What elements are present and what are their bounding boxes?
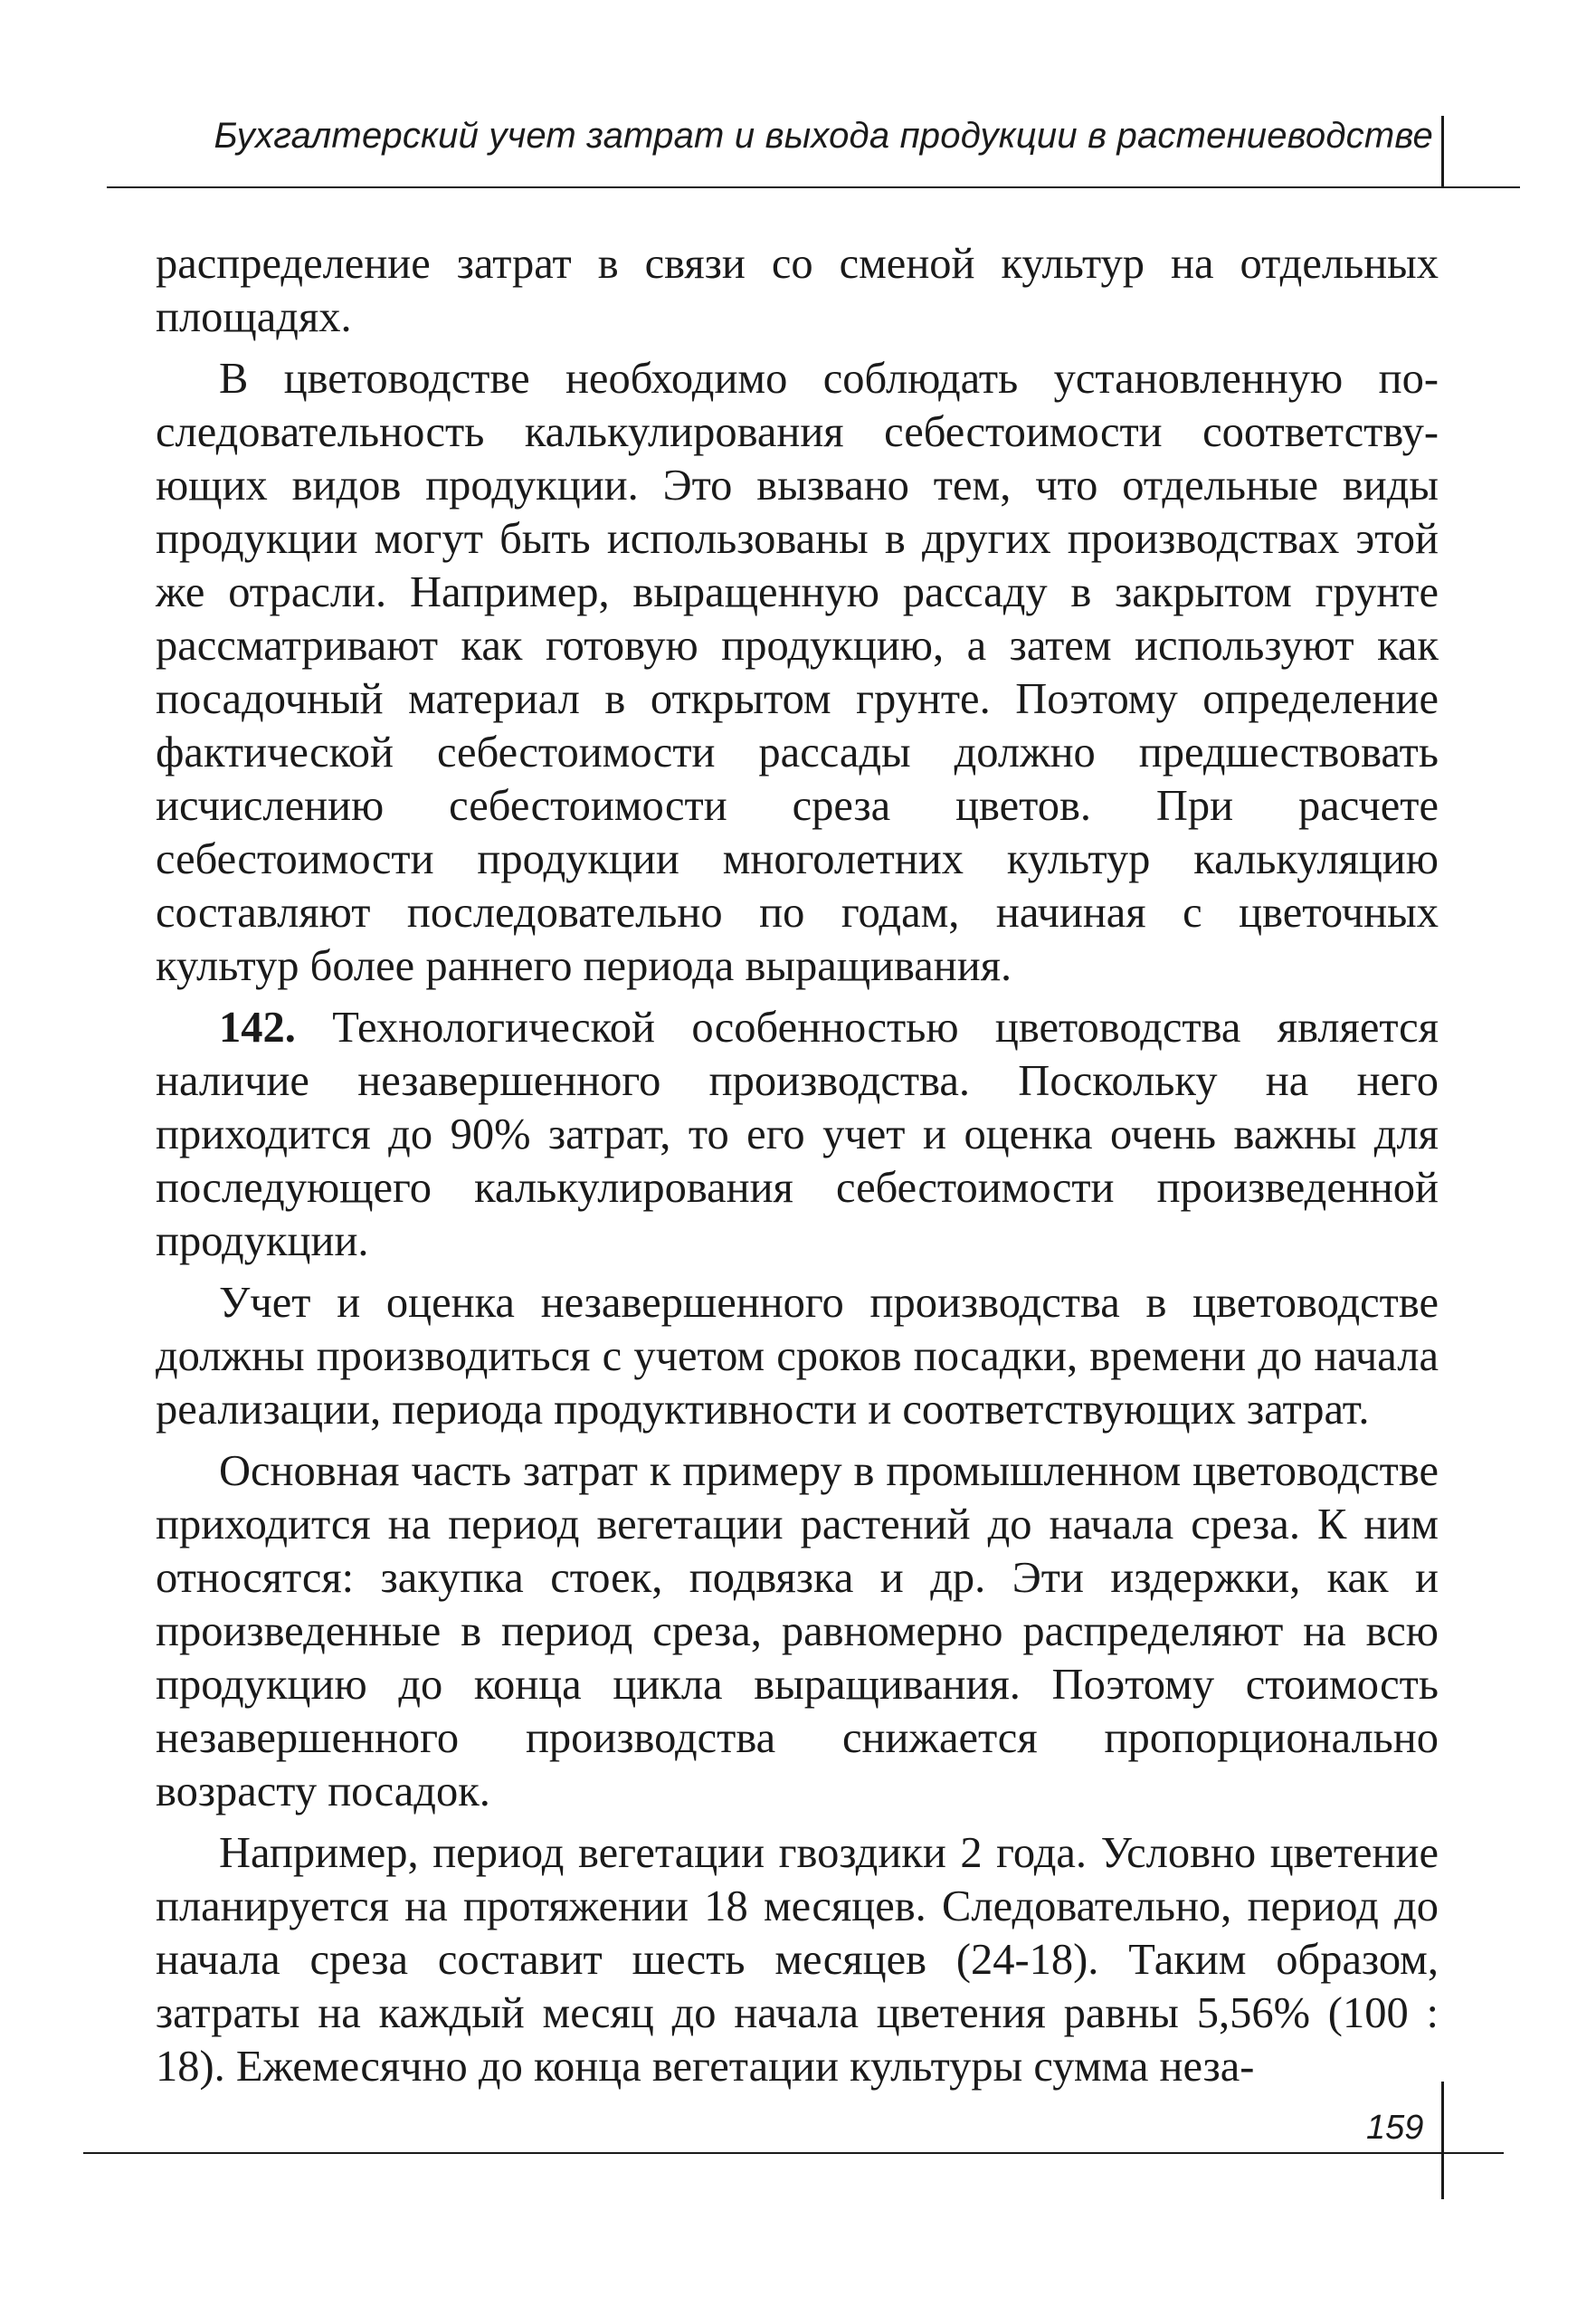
header-vertical-rule xyxy=(1441,116,1444,186)
footer-vertical-rule xyxy=(1441,2082,1444,2199)
page-header xyxy=(0,0,1596,208)
paragraph: В цветоводстве необходимо соблюдать установленную последовательность калькулирования себестоимости соответствующих видов продукции. Это вызвано тем, что отдельные виды продукции могут быть использованы в других производствах этой же отрасли. Например, выращенную рассаду в закрытом грунте рассматривают как готовую продукцию, а затем используют как посадочный материал в открытом грунте. Поэтому определение фактической себестоимости рассады должно предшествовать исчислению себестоимости среза цветов. При расчете себестоимости продукции многолетних культур калькуляцию составляют последовательно по годам, начиная с цветочных культур более раннего периода выращивания. xyxy=(156,355,1439,990)
paragraph-continuation: распределение затрат в связи со сменой культур на отдельных площадях. xyxy=(156,240,1439,341)
section-text: Технологической особенностью цветоводства является наличие незавершенного производства. Поскольку на него приходится до 90% затрат, то его учет и оценка очень важны для последующего калькулирования себестоимости произведенной продукции. xyxy=(156,1004,1439,1265)
header-rule xyxy=(107,186,1520,188)
paragraph: Учет и оценка незавершенного производства в цветоводстве должны производиться с учетом сроков посадки, времени до начала реализации, периода продуктивности и соответствующих затрат. xyxy=(156,1279,1439,1434)
page-footer xyxy=(0,2082,1596,2208)
page-number: 159 xyxy=(1366,2109,1424,2147)
paragraph-section-142 xyxy=(156,1001,1439,1268)
section-number: 142. xyxy=(219,1004,296,1052)
paragraph: Например, период вегетации гвоздики 2 года. Условно цветение планируется на протяжении 18 месяцев. Следовательно, период до начала среза составит шесть месяцев (24-18). Таким образом, затраты на каждый месяц до начала цветения равны 5,56% (100 : 18). Ежемесячно до конца вегетации культуры сумма неза- xyxy=(156,1829,1439,2091)
running-header-title: Бухгалтерский учет затрат и выхода продукции в растениеводстве xyxy=(214,116,1433,156)
body-text xyxy=(156,237,1439,2101)
paragraph: Основная часть затрат к примеру в промышленном цветоводстве приходится на период вегетации растений до начала среза. К ним относятся: закупка стоек, подвязка и др. Эти издержки, как и произведенные в период среза, равномерно распределяют на всю продукцию до конца цикла выращивания. Поэтому стоимость незавершенного производства снижается пропорционально возрасту посадок. xyxy=(156,1447,1439,1815)
footer-rule xyxy=(83,2152,1504,2154)
